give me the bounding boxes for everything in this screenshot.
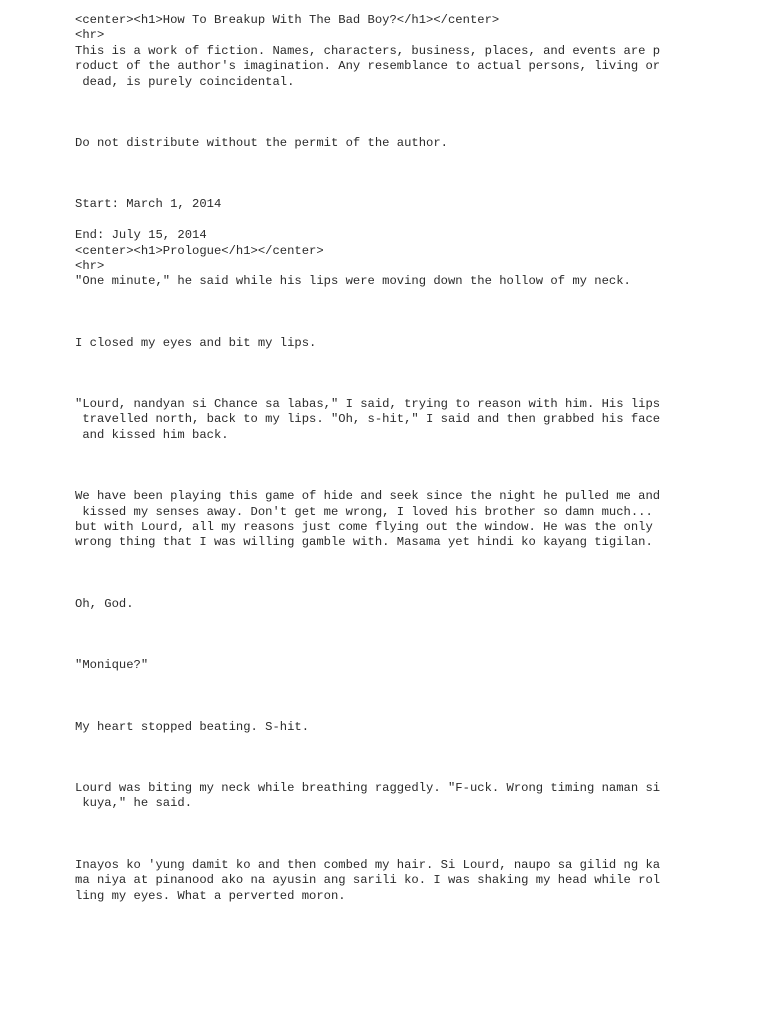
paragraph (75, 489, 685, 551)
paragraph-line: kissed my senses away. Don't get me wrong, I loved his brother so damn much... (75, 504, 653, 519)
horizontal-rule-markup: <hr> (75, 258, 105, 273)
paragraph-line: ma niya at pinanood ako na ayusin ang sarili ko. I was shaking my head while rol (75, 873, 661, 888)
paragraph (75, 781, 685, 812)
disclaimer (75, 44, 685, 90)
paragraph-line: but with Lourd, all my reasons just come flying out the window. He was the only (75, 520, 653, 535)
paragraph-line: kuya," he said. (75, 796, 193, 811)
distribution-note: Do not distribute without the permit of the author. (75, 135, 448, 150)
paragraph (75, 397, 685, 443)
horizontal-rule-markup: <hr> (75, 28, 105, 43)
disclaimer-line: dead, is purely coincidental. (75, 74, 295, 89)
title-line: <center><h1>How To Breakup With The Bad Boy?</h1></center> (75, 13, 500, 27)
end-date: End: July 15, 2014 (75, 228, 207, 243)
paragraph (75, 858, 685, 904)
paragraph-line: ling my eyes. What a perverted moron. (75, 888, 346, 903)
paragraph (75, 336, 685, 351)
disclaimer-line: roduct of the author's imagination. Any resemblance to actual persons, living or (75, 59, 661, 74)
paragraph-line: wrong thing that I was willing gamble with. Masama yet hindi ko kayang tigilan. (75, 535, 653, 550)
paragraph-line: I closed my eyes and bit my lips. (75, 335, 317, 350)
paragraph (75, 597, 685, 612)
paragraph (75, 720, 685, 735)
paragraph-line: Inayos ko 'yung damit ko and then combed my hair. Si Lourd, naupo sa gilid ng ka (75, 857, 661, 872)
prologue-heading-line: <center><h1>Prologue</h1></center> (75, 243, 324, 258)
disclaimer-line: This is a work of fiction. Names, characters, business, places, and events are p (75, 43, 661, 58)
paragraph-line: travelled north, back to my lips. "Oh, s-hit," I said and then grabbed his face (75, 412, 661, 427)
paragraph-line: "One minute," he said while his lips were moving down the hollow of my neck. (75, 274, 631, 289)
start-date: Start: March 1, 2014 (75, 197, 222, 212)
paragraph-line: My heart stopped beating. S-hit. (75, 719, 310, 734)
paragraph-line: Lourd was biting my neck while breathing raggedly. "F-uck. Wrong timing naman si (75, 780, 661, 795)
paragraph-line: Oh, God. (75, 596, 134, 611)
document-page (75, 13, 685, 904)
paragraph (75, 274, 685, 289)
paragraph-line: and kissed him back. (75, 427, 229, 442)
paragraph-line: "Monique?" (75, 658, 149, 673)
paragraph-line: "Lourd, nandyan si Chance sa labas," I said, trying to reason with him. His lips (75, 397, 661, 412)
paragraph-line: We have been playing this game of hide and seek since the night he pulled me and (75, 489, 661, 504)
paragraph (75, 658, 685, 673)
